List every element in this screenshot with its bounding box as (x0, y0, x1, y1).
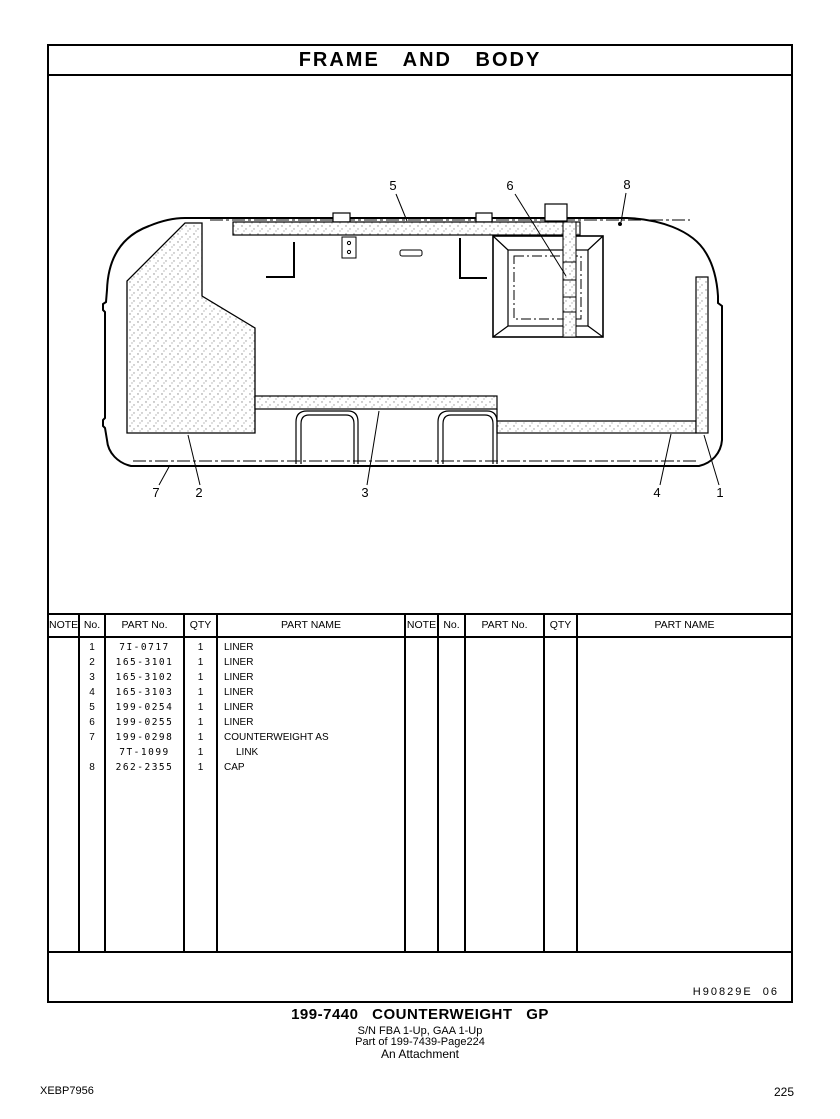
cap-dot (618, 222, 622, 226)
table-cell-qty: 1 (197, 732, 204, 743)
header-qty-left: QTY (185, 615, 218, 636)
table-cell-qty: 1 (197, 672, 204, 683)
table-cell-part: 199-0298 (115, 732, 174, 743)
callout-3: 3 (361, 485, 369, 500)
group-title: 199-7440 COUNTERWEIGHT GP (291, 1006, 549, 1023)
table-cell-part: 7I-0717 (119, 642, 170, 653)
attachment-line: An Attachment (380, 1047, 460, 1061)
table-cell-name: LINER (224, 657, 254, 668)
page-border (47, 44, 793, 1003)
serial-number-line: S/N FBA 1-Up, GAA 1-Up (357, 1025, 483, 1037)
table-cell-note (49, 685, 78, 700)
callout-8: 8 (623, 177, 631, 192)
liner-2-shape (127, 223, 255, 433)
header-no-left: No. (80, 615, 106, 636)
table-cell-qty: 1 (197, 747, 204, 758)
table-cell-name: CAP (224, 762, 245, 773)
header-part-left: PART No. (106, 615, 185, 636)
table-cell-no: 7 (89, 732, 95, 743)
header-part-right: PART No. (466, 615, 545, 636)
table-cell-no: 2 (89, 657, 95, 668)
top-block (545, 204, 567, 221)
table-cell-part: 165-3101 (115, 657, 174, 668)
column-qty-right (545, 638, 578, 951)
table-cell-name: LINER (224, 702, 254, 713)
drawing-code: H90829E 06 (692, 986, 779, 998)
arch-cutout-right (438, 411, 497, 464)
liner-6-shape (563, 222, 576, 337)
column-no-right (439, 638, 466, 951)
callout-4: 4 (653, 485, 661, 500)
column-no-left (80, 638, 106, 951)
table-cell-name: LINER (224, 717, 254, 728)
column-note-right (406, 638, 439, 951)
column-part-left (106, 638, 185, 951)
document-number: XEBP7956 (40, 1085, 94, 1097)
table-cell-part: 262-2355 (115, 762, 174, 773)
bolt-plate (342, 237, 356, 258)
table-cell-qty: 1 (197, 687, 204, 698)
parts-table-header (49, 613, 791, 638)
table-cell-part: 199-0255 (115, 717, 174, 728)
counterweight-diagram (49, 76, 791, 613)
table-cell-name: COUNTERWEIGHT AS (224, 732, 329, 743)
table-cell-qty: 1 (197, 717, 204, 728)
table-cell-part: 7T-1099 (119, 747, 170, 758)
table-cell-note (49, 640, 78, 655)
top-tab-left (333, 213, 350, 222)
page-number: 225 (773, 1085, 794, 1099)
callout-1: 1 (716, 485, 724, 500)
table-cell-note (49, 700, 78, 715)
liner-3-shape (255, 396, 497, 409)
bottom-band (49, 953, 791, 1001)
table-cell-part: 199-0254 (115, 702, 174, 713)
table-cell-no: 6 (89, 717, 95, 728)
header-qty-right: QTY (545, 615, 578, 636)
column-qty-left (185, 638, 218, 951)
liner-4-shape (497, 421, 696, 433)
part-of-line: Part of 199-7439-Page224 (355, 1036, 485, 1048)
header-name-left: PART NAME (218, 615, 406, 636)
angle-bracket-right (460, 238, 487, 278)
column-note-left (49, 638, 80, 951)
box-opening (493, 236, 603, 337)
callout-7: 7 (152, 485, 160, 500)
page-title: FRAME AND BODY (49, 46, 791, 76)
header-note-right: NOTE (406, 615, 439, 636)
header-no-right: No. (439, 615, 466, 636)
table-cell-no (80, 745, 104, 760)
header-note-left: NOTE (49, 615, 80, 636)
table-cell-qty: 1 (197, 702, 204, 713)
table-cell-no: 5 (89, 702, 95, 713)
table-cell-qty: 1 (197, 762, 204, 773)
liner-5-shape (233, 222, 580, 235)
table-cell-no: 1 (89, 642, 95, 653)
table-cell-name: LINER (224, 672, 254, 683)
column-name-left (218, 638, 406, 951)
table-cell-no: 4 (89, 687, 95, 698)
liner-1-shape (696, 277, 708, 433)
column-name-right (578, 638, 791, 951)
table-cell-qty: 1 (197, 642, 204, 653)
column-part-right (466, 638, 545, 951)
table-cell-note (49, 730, 78, 745)
angle-bracket-left (266, 242, 294, 277)
table-cell-note (49, 715, 78, 730)
slot (400, 250, 422, 256)
table-cell-note (49, 655, 78, 670)
table-cell-no: 8 (89, 762, 95, 773)
callout-5: 5 (389, 178, 397, 193)
table-cell-note (49, 670, 78, 685)
table-cell-note (49, 760, 78, 775)
table-cell-part: 165-3103 (115, 687, 174, 698)
table-cell-no: 3 (89, 672, 95, 683)
callout-2: 2 (195, 485, 203, 500)
table-cell-name: LINK (236, 747, 259, 758)
parts-table-body (49, 638, 791, 953)
arch-cutout-left (296, 411, 358, 464)
header-name-right: PART NAME (654, 619, 715, 631)
table-cell-note (49, 745, 78, 760)
table-cell-name: LINER (224, 687, 254, 698)
table-cell-part: 165-3102 (115, 672, 174, 683)
table-cell-qty: 1 (197, 657, 204, 668)
table-cell-name: LINER (224, 642, 254, 653)
top-tab-right (476, 213, 492, 222)
callout-6: 6 (506, 178, 514, 193)
